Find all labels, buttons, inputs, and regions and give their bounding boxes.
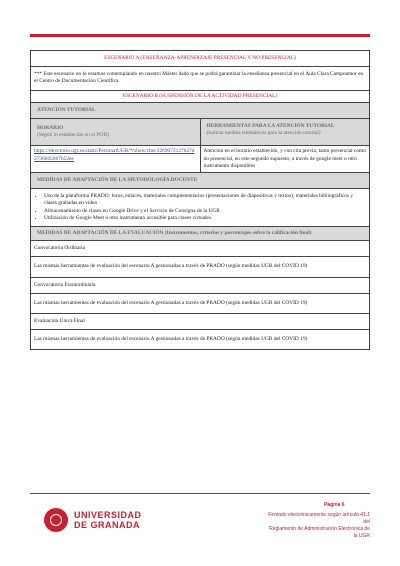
scenario-b-row — [31, 90, 370, 102]
tutorial-header-row — [31, 102, 370, 118]
tutorial-content-row — [31, 146, 370, 173]
metodologia-cell — [31, 189, 370, 227]
evaluacion-header-row — [31, 227, 370, 241]
footer-divider — [30, 493, 370, 494]
horario-header — [31, 119, 201, 146]
metodologia-list-row — [31, 189, 370, 227]
university-name-line1: UNIVERSIDAD — [74, 510, 142, 520]
tutorial-header: ATENCIÓN TUTORIAL — [31, 102, 370, 118]
note-row — [31, 67, 370, 90]
scenario-note: *** Este escenario no lo estamos contemplando en nuestro Máster dado que se podrá garantizar la enseñanza presencial en el Aula Clara Campoamor en el Centro de Documentación Científica — [31, 67, 370, 90]
conv-ordinaria-text: Las mismas herramientas de evaluación del escenario A gestionadas a través de PRADO (según medidas UGR del COVID 19) — [31, 257, 370, 277]
eval-unica-label: Evaluación Única Final — [31, 314, 370, 330]
scenario-a-heading: ESCENARIO A (ENSEÑANZA-APRENDIZAJE PRESENCIAL Y NO PRESENCIAL) — [31, 51, 370, 67]
list-item: • Uso de la plataforma PRADO: foros, enlaces, materiales complementarios (presentaciones de diapositivas y textos), materiales bibliográficos y clases grabadas en vídeo — [44, 193, 366, 207]
university-logo-icon — [44, 508, 68, 532]
signature-note — [265, 512, 370, 540]
herramientas-title: HERRAMIENTAS PARA LA ATENCIÓN TUTORIAL — [206, 123, 335, 130]
top-accent-bar — [30, 34, 370, 37]
list-item: • Utilización de Google Meet u otro instrumento accesible para clases virtuales — [44, 215, 366, 222]
tutorial-subheader-row — [31, 119, 370, 146]
university-name — [74, 510, 142, 530]
horario-title: HORARIO — [37, 125, 64, 132]
conv-extra-row — [31, 277, 370, 293]
conv-ordinaria-text-row — [31, 257, 370, 277]
signature-note-line1: Firmado electrónicamente según artículo 41.1 del — [268, 512, 370, 525]
signature-note-line2: Reglamento de Administración Electrónica de la UGR — [269, 526, 370, 539]
guide-table — [30, 50, 370, 350]
horario-cell — [31, 146, 201, 173]
metodologia-header: MEDIDAS DE ADAPTACIÓN DE LA METODOLOGÍA DOCENTE — [31, 173, 370, 189]
metodologia-list — [34, 193, 366, 222]
metodologia-header-row — [31, 173, 370, 189]
evaluacion-header: MEDIDAS DE ADAPTACIÓN DE LA EVALUACIÓN (Instrumentos, criterios y porcentajes sobre la calificación final) — [31, 227, 370, 241]
scenario-a-row — [31, 51, 370, 67]
conv-ordinaria-label: Convocatoria Ordinaria — [31, 241, 370, 257]
conv-extra-text-row — [31, 293, 370, 313]
page-number: Página 6 — [324, 502, 345, 508]
scenario-b-heading: ESCENARIO B (SUSPENSIÓN DE LA ACTIVIDAD PRESENCIAL) — [31, 90, 370, 102]
list-item: • Almacenamiento de clases en Google Drive y el Servicio de Consigna de la UGR — [44, 208, 366, 215]
eval-unica-text-row — [31, 330, 370, 350]
conv-extra-label: Convocatoria Extraordinaria — [31, 277, 370, 293]
herramientas-header — [200, 119, 370, 146]
conv-ordinaria-row — [31, 241, 370, 257]
eval-unica-row — [31, 314, 370, 330]
conv-extra-text: Las mismas herramientas de evaluación del escenario A gestionadas a través de PRADO (según medidas UGR del COVID 19) — [31, 293, 370, 313]
horario-subtitle: (Según lo establecido en el POD) — [37, 132, 110, 139]
university-name-line2: DE GRANADA — [74, 520, 141, 530]
horario-link[interactable]: https://directorio.ugr.es/static/PersonalUGR/*/show/cbec3269073127627d2736b05607b52ee — [34, 148, 195, 162]
herramientas-subtitle: (Indicar medios telemáticos para la atención tutorial) — [206, 130, 321, 137]
eval-unica-text: Las mismas herramientas de evaluación del escenario A gestionadas a través de PRADO (según medidas UGR del COVID 19) — [31, 330, 370, 350]
herramientas-text: Atención en el horario establecido, y con cita previa, tanto presencial como no presencial, en este segundo supuesto, a través de google meet u otro instrumento disponibles — [200, 146, 370, 173]
